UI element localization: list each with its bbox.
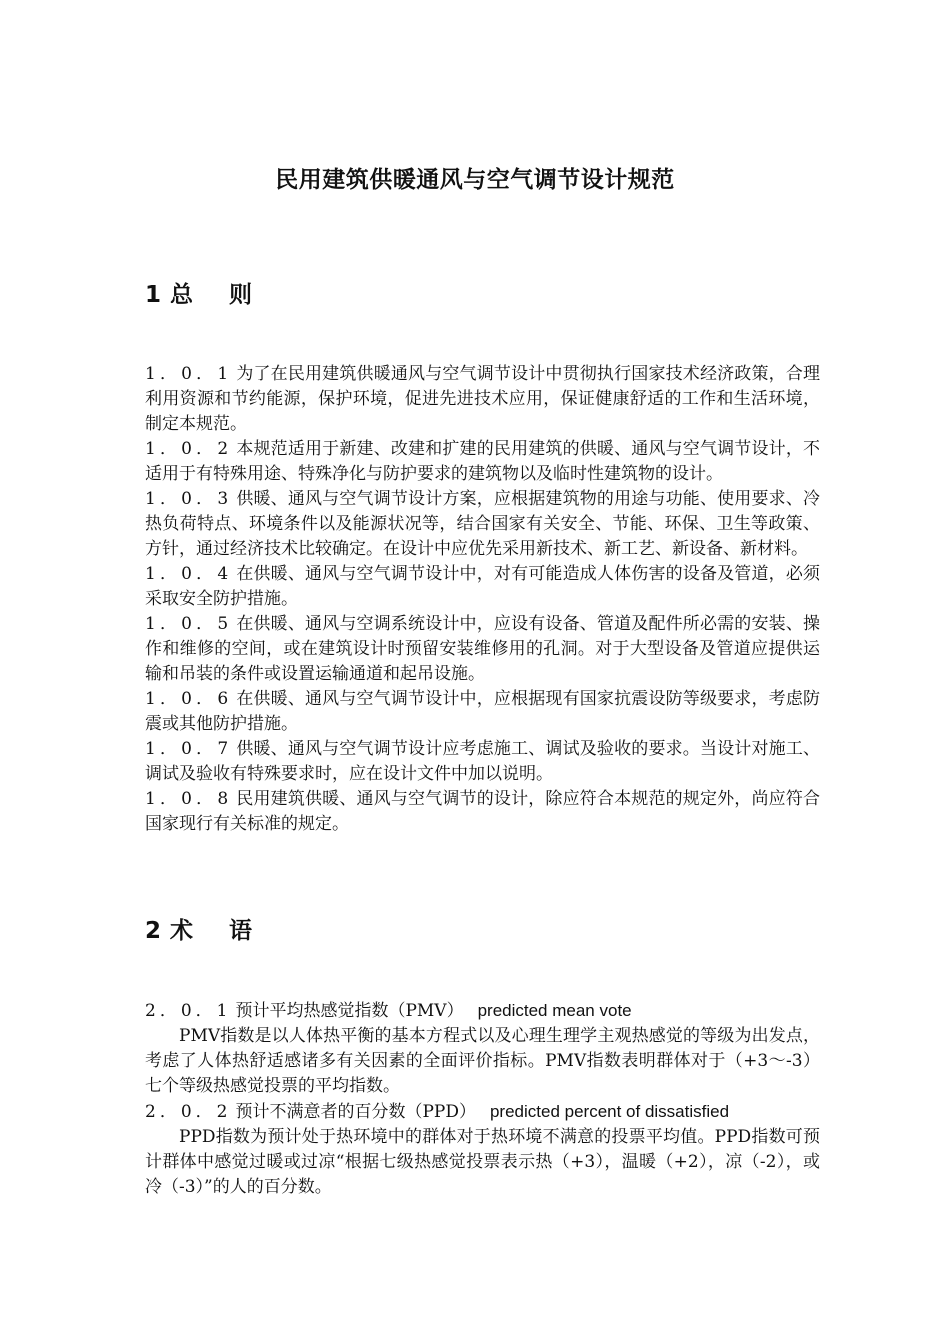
chapter-2-title: 术 语 (170, 918, 267, 944)
chapter-1-title: 总 则 (170, 282, 267, 308)
chapter-1-number: 1 (145, 282, 163, 308)
term-2-0-2-heading (145, 1099, 820, 1125)
term-number: 2．0．1 (145, 1001, 232, 1021)
clause-1-0-4 (145, 562, 820, 612)
clause-text: 在供暖、通风与空气调节设计中，应根据现有国家抗震设防等级要求，考虑防震或其他防护措施。 (145, 689, 820, 734)
chapter-2-heading (145, 916, 266, 946)
clause-number: 1．0．2 (145, 439, 233, 459)
term-2-0-1-heading (145, 998, 820, 1024)
term-english: predicted mean vote (477, 1001, 632, 1020)
term-name: 预计不满意者的百分数（PPD） (235, 1102, 476, 1122)
chapter-2-body (145, 998, 820, 1200)
chapter-1-heading (145, 280, 266, 310)
clause-number: 1．0．8 (145, 789, 233, 809)
clause-1-0-8 (145, 787, 820, 837)
clause-1-0-2 (145, 437, 820, 487)
chapter-2-number: 2 (145, 918, 163, 944)
clause-text: 供暖、通风与空气调节设计应考虑施工、调试及验收的要求。当设计对施工、调试及验收有特殊要求时，应在设计文件中加以说明。 (145, 739, 820, 784)
clause-number: 1．0．6 (145, 689, 233, 709)
clause-1-0-1 (145, 362, 820, 437)
clause-text: 在供暖、通风与空调系统设计中，应设有设备、管道及配件所必需的安装、操作和维修的空间，或在建筑设计时预留安装维修用的孔洞。对于大型设备及管道应提供运输和吊装的条件或设置运输通道和起吊设施。 (145, 614, 820, 684)
term-name: 预计平均热感觉指数（PMV） (235, 1001, 464, 1021)
clause-number: 1．0．4 (145, 564, 233, 584)
term-english: predicted percent of dissatisfied (489, 1102, 730, 1121)
clause-text: 民用建筑供暖、通风与空气调节的设计，除应符合本规范的规定外，尚应符合国家现行有关标准的规定。 (145, 789, 820, 834)
clause-text: 供暖、通风与空气调节设计方案，应根据建筑物的用途与功能、使用要求、冷热负荷特点、环境条件以及能源状况等，结合国家有关安全、节能、环保、卫生等政策、方针，通过经济技术比较确定。在设计中应优先采用新技术、新工艺、新设备、新材料。 (145, 489, 820, 559)
clause-text: 本规范适用于新建、改建和扩建的民用建筑的供暖、通风与空气调节设计，不适用于有特殊用途、特殊净化与防护要求的建筑物以及临时性建筑物的设计。 (145, 439, 820, 484)
chapter-1-body (145, 362, 820, 837)
clause-number: 1．0．1 (145, 364, 233, 384)
clause-text: 为了在民用建筑供暖通风与空气调节设计中贯彻执行国家技术经济政策，合理利用资源和节约能源，保护环境，促进先进技术应用，保证健康舒适的工作和生活环境，制定本规范。 (145, 364, 820, 434)
clause-1-0-6 (145, 687, 820, 737)
term-number: 2．0．2 (145, 1102, 232, 1122)
clause-1-0-7 (145, 737, 820, 787)
clause-number: 1．0．5 (145, 614, 233, 634)
clause-number: 1．0．3 (145, 489, 233, 509)
clause-1-0-5 (145, 612, 820, 687)
term-2-0-1-definition: PMV指数是以人体热平衡的基本方程式以及心理生理学主观热感觉的等级为出发点，考虑了人体热舒适感诸多有关因素的全面评价指标。PMV指数表明群体对于（+3～-3）七个等级热感觉投票的平均指数。 (145, 1026, 820, 1096)
document-title: 民用建筑供暖通风与空气调节设计规范 (275, 167, 675, 193)
clause-text: 在供暖、通风与空气调节设计中，对有可能造成人体伤害的设备及管道，必须采取安全防护措施。 (145, 564, 820, 609)
clause-number: 1．0．7 (145, 739, 233, 759)
term-2-0-2-definition: PPD指数为预计处于热环境中的群体对于热环境不满意的投票平均值。PPD指数可预计群体中感觉过暖或过凉“根据七级热感觉投票表示热（+3），温暖（+2），凉（-2），或冷（-3）”的人的百分数。 (145, 1127, 820, 1197)
clause-1-0-3 (145, 487, 820, 562)
